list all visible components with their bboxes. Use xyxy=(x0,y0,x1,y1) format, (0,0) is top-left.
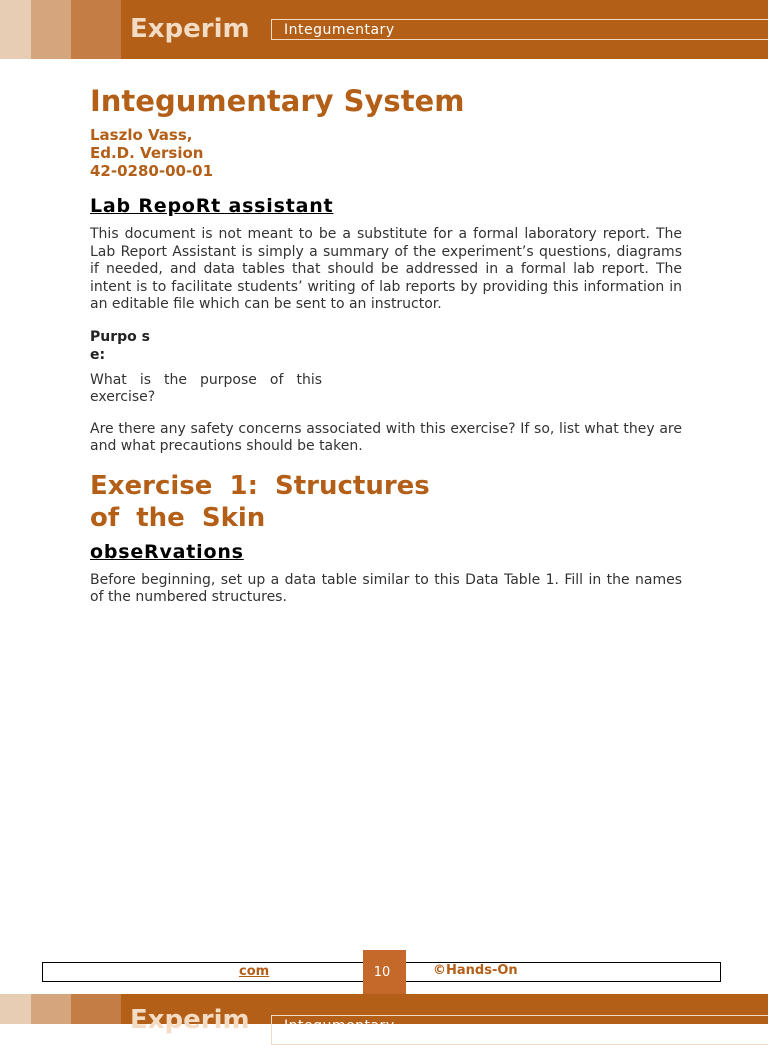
observations-heading: obseRvations xyxy=(90,540,244,563)
exercise-title: Exercise 1: Structures of the Skin xyxy=(90,470,430,533)
safety-question: Are there any safety concerns associated with this exercise? If so, list what they are and what precautions should be taken. xyxy=(90,420,682,454)
header-swatch-light xyxy=(0,0,31,59)
header-swatch-mid xyxy=(31,994,71,1024)
document-title: Integumentary System xyxy=(90,84,465,118)
header-band xyxy=(0,0,768,59)
author-block xyxy=(90,126,682,180)
header-swatch-mid xyxy=(31,0,71,59)
header-swatch-light xyxy=(0,994,31,1024)
page-number: 10 xyxy=(373,965,391,980)
header-swatch-dark xyxy=(71,994,121,1024)
header-subtitle: Integumentary xyxy=(284,1018,395,1034)
author-line: 42-0280-00-01 xyxy=(90,162,214,180)
header-title: Experim xyxy=(130,14,250,44)
author-line: Ed.D. Version xyxy=(90,144,204,162)
footer-link[interactable]: com xyxy=(239,964,270,979)
purpose-question: What is the purpose of this exercise? xyxy=(90,371,322,405)
footer-copyright: ©Hands-On xyxy=(433,963,518,978)
header-subtitle-box xyxy=(271,1015,768,1045)
header-subtitle: Integumentary xyxy=(284,22,395,38)
observations-paragraph: Before beginning, set up a data table similar to this Data Table 1. Fill in the names of the numbered structures. xyxy=(90,571,682,605)
intro-paragraph: This document is not meant to be a substitute for a formal laboratory report. The Lab Report Assistant is simply a summary of the experiment’s questions, diagrams if needed, and data tables that should be addressed in a formal lab report. The intent is to facilitate students’ writing of lab reports by providing this information in an editable file which can be sent to an instructor. xyxy=(90,226,682,312)
author-line: Laszlo Vass, xyxy=(90,126,193,144)
next-page-header-band xyxy=(0,994,768,1035)
page-content xyxy=(90,84,682,621)
purpose-label: Purpo se: xyxy=(90,328,150,363)
lab-report-assistant-heading: Lab RepoRt assistant xyxy=(90,195,334,217)
header-swatch-dark xyxy=(71,0,121,59)
header-title: Experim xyxy=(130,1005,250,1035)
header-subtitle-box xyxy=(271,19,768,40)
